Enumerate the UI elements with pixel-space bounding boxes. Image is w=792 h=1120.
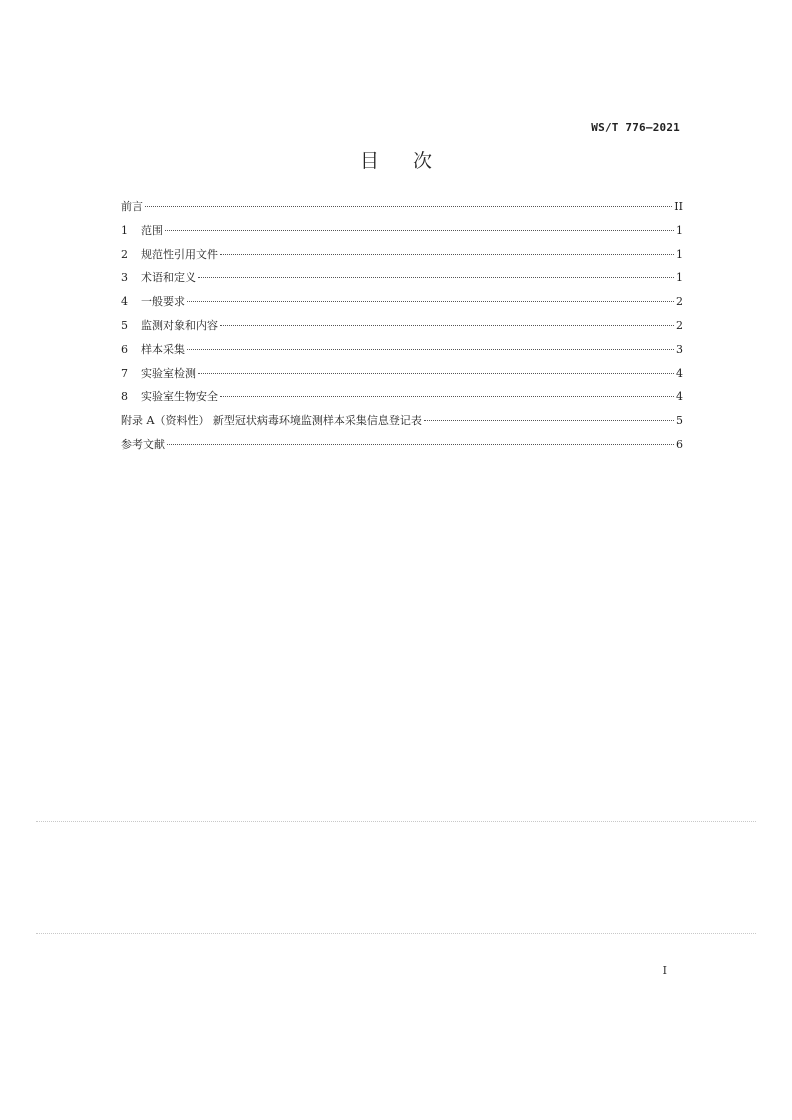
toc-entry-page: 2 xyxy=(676,318,683,332)
table-of-contents xyxy=(121,199,683,461)
page-break-line xyxy=(36,821,756,822)
toc-entry-foreword[interactable] xyxy=(121,199,683,223)
toc-entry-label: 一般要求 xyxy=(141,295,185,309)
toc-entry-5[interactable] xyxy=(121,318,683,342)
toc-entry-label: 规范性引用文件 xyxy=(141,247,218,261)
toc-leader-dots xyxy=(198,277,674,278)
page-title: 目次 xyxy=(359,150,466,172)
toc-entry-label: 实验室生物安全 xyxy=(141,390,218,404)
toc-entry-number: 8 xyxy=(121,390,128,404)
toc-entry-page: II xyxy=(674,200,683,213)
toc-entry-2[interactable] xyxy=(121,247,683,271)
toc-entry-number: 5 xyxy=(121,318,128,332)
toc-entry-page: 1 xyxy=(676,223,683,237)
toc-entry-page: 2 xyxy=(676,295,683,309)
page-number: I xyxy=(662,964,667,977)
toc-entry-page: 1 xyxy=(676,247,683,261)
toc-entry-page: 6 xyxy=(676,437,683,451)
toc-entry-number: 4 xyxy=(121,295,128,309)
toc-entry-label: 样本采集 xyxy=(141,342,185,356)
toc-leader-dots xyxy=(424,420,674,421)
toc-entry-number: 6 xyxy=(121,342,128,356)
toc-entry-page: 1 xyxy=(676,271,683,285)
toc-entry-page: 4 xyxy=(676,366,683,380)
toc-entry-label: 附录 A（资料性） 新型冠状病毒环境监测样本采集信息登记表 xyxy=(121,414,422,428)
toc-entry-label: 范围 xyxy=(141,223,163,237)
toc-entry-appendix-a[interactable] xyxy=(121,413,683,437)
standard-code: WS/T 776—2021 xyxy=(591,121,680,134)
toc-leader-dots xyxy=(145,206,672,207)
toc-entry-label: 实验室检测 xyxy=(141,366,196,380)
toc-entry-number: 2 xyxy=(121,247,128,261)
toc-entry-1[interactable] xyxy=(121,223,683,247)
toc-leader-dots xyxy=(165,230,674,231)
toc-entry-references[interactable] xyxy=(121,437,683,461)
toc-entry-label: 监测对象和内容 xyxy=(141,318,218,332)
toc-entry-7[interactable] xyxy=(121,366,683,390)
toc-entry-4[interactable] xyxy=(121,294,683,318)
toc-entry-6[interactable] xyxy=(121,342,683,366)
toc-entry-number: 1 xyxy=(121,223,128,237)
toc-leader-dots xyxy=(220,396,674,397)
toc-leader-dots xyxy=(220,254,674,255)
toc-entry-page: 5 xyxy=(676,414,683,428)
page-break-line xyxy=(36,933,756,934)
toc-entry-label: 术语和定义 xyxy=(141,271,196,285)
toc-entry-label: 参考文献 xyxy=(121,437,165,451)
toc-entry-label: 前言 xyxy=(121,200,143,213)
toc-entry-page: 4 xyxy=(676,390,683,404)
toc-leader-dots xyxy=(187,349,674,350)
toc-entry-8[interactable] xyxy=(121,389,683,413)
toc-leader-dots xyxy=(198,373,674,374)
toc-entry-3[interactable] xyxy=(121,270,683,294)
toc-leader-dots xyxy=(167,444,674,445)
toc-leader-dots xyxy=(220,325,674,326)
toc-entry-number: 3 xyxy=(121,271,128,285)
toc-leader-dots xyxy=(187,301,674,302)
toc-entry-page: 3 xyxy=(676,342,683,356)
toc-entry-number: 7 xyxy=(121,366,128,380)
